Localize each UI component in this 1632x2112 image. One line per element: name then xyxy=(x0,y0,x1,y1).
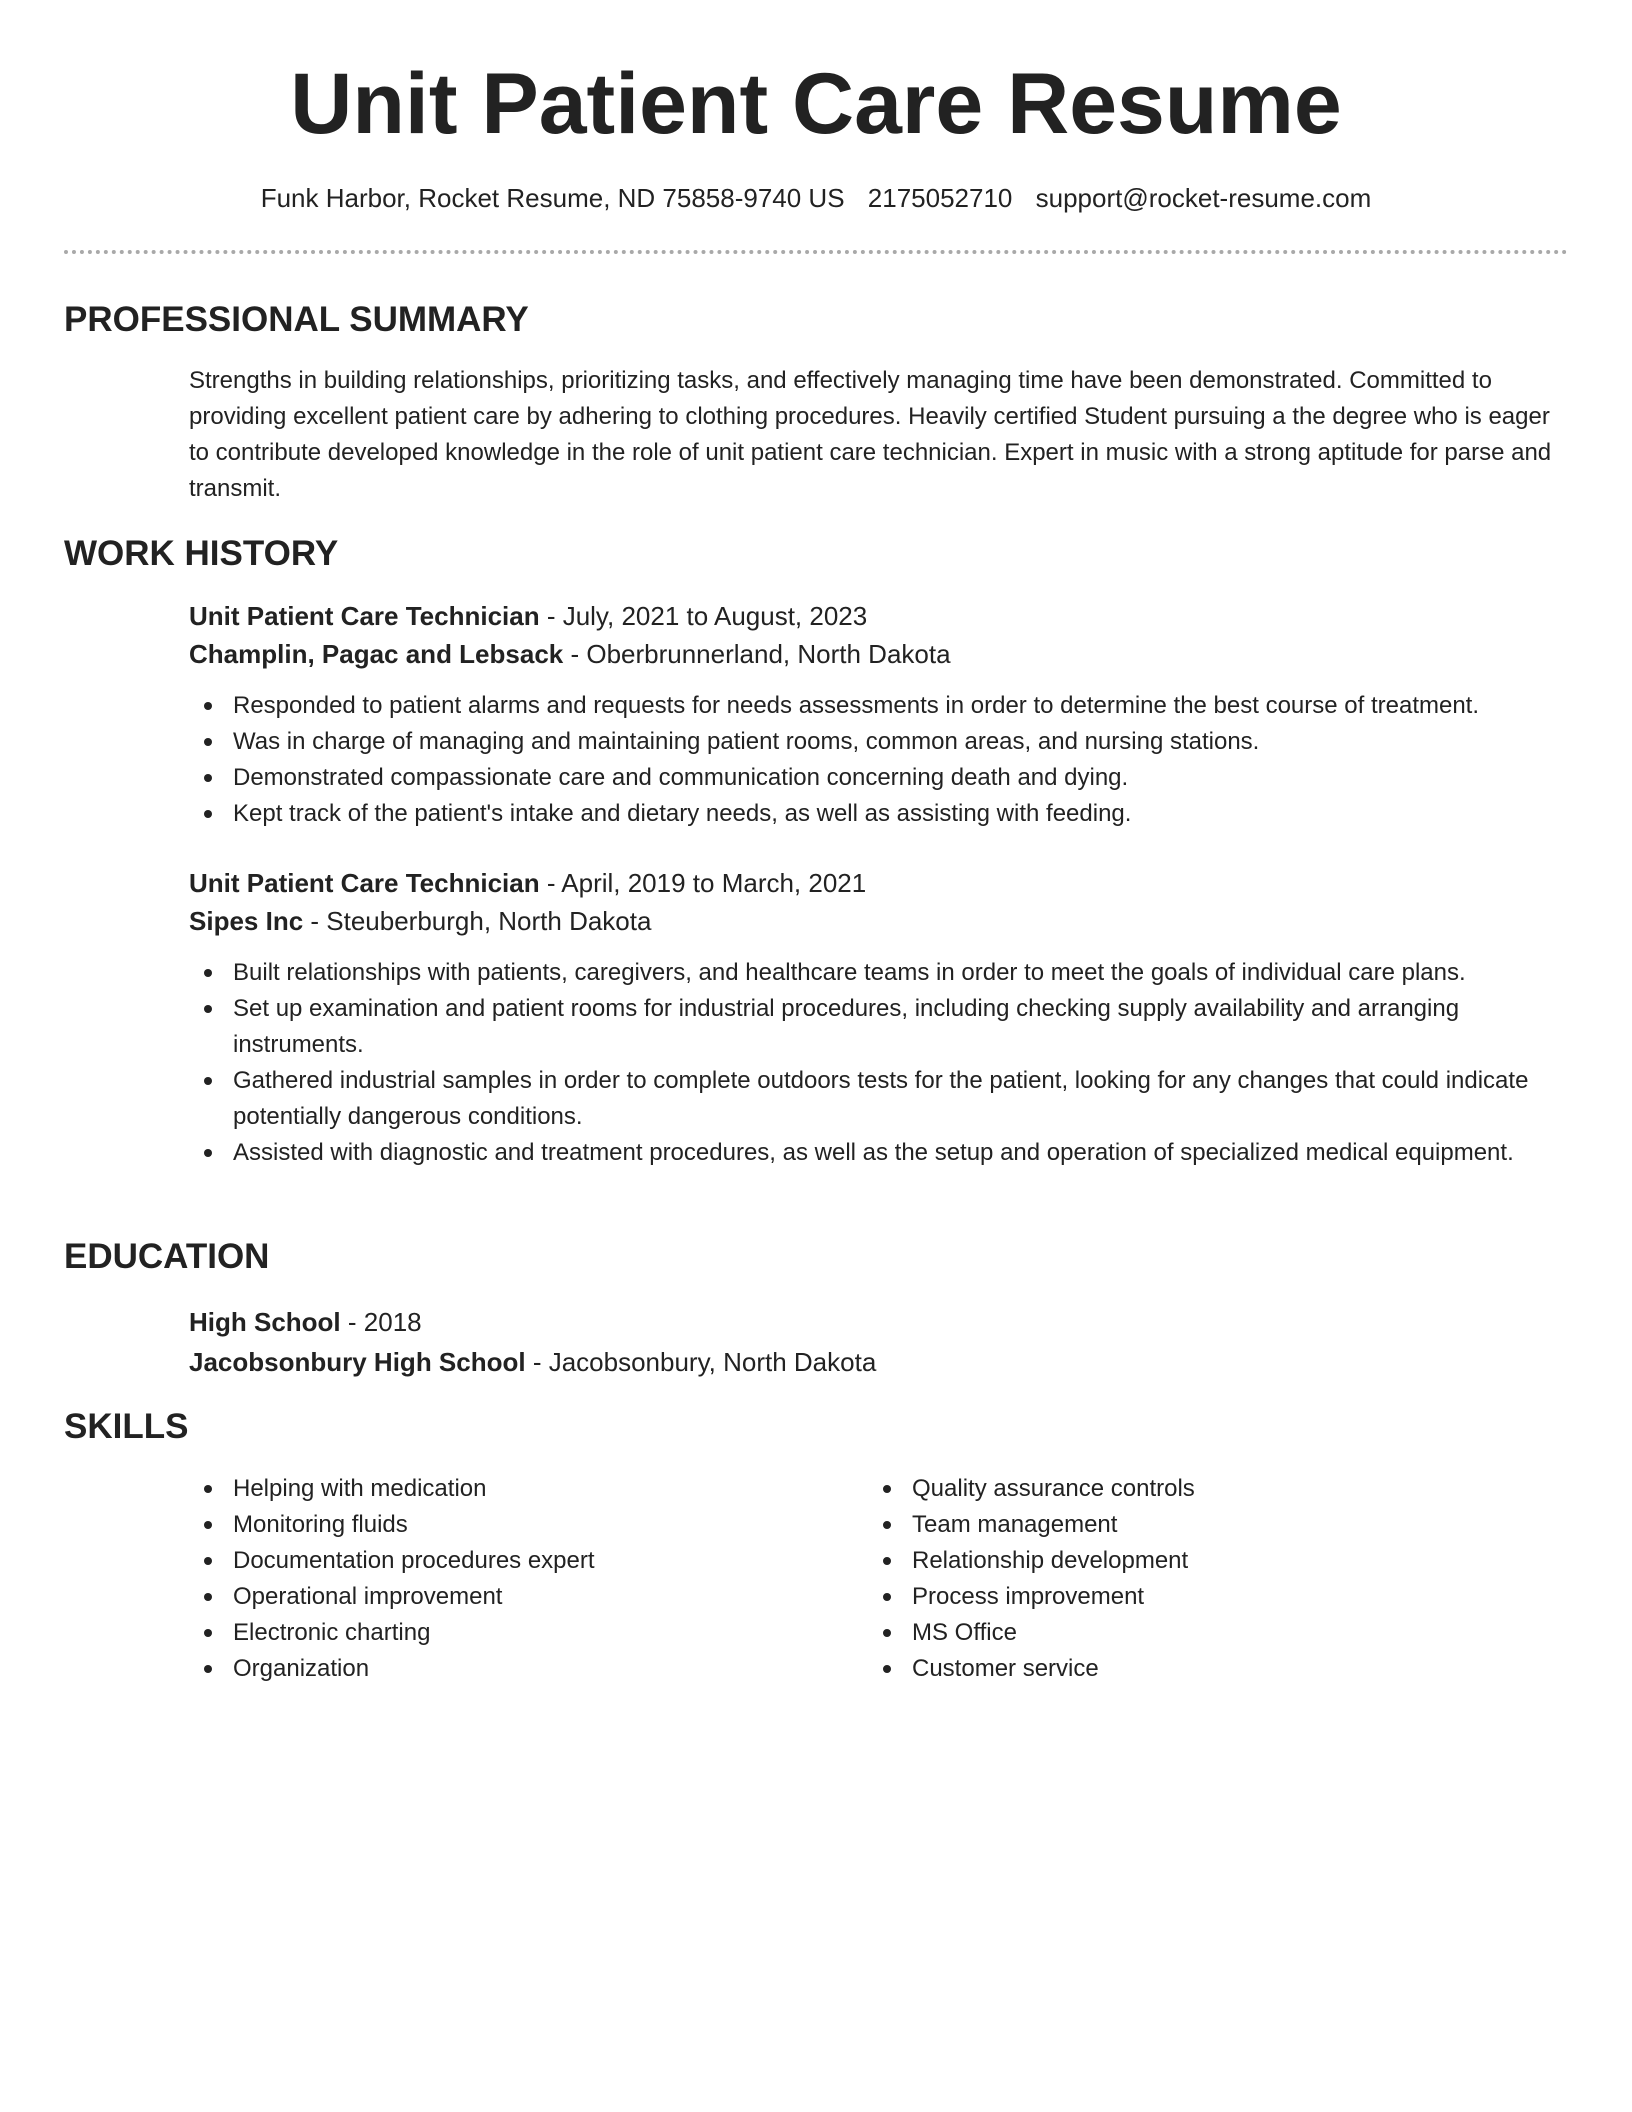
education-degree: High School xyxy=(189,1307,341,1337)
summary-heading: PROFESSIONAL SUMMARY xyxy=(64,300,529,339)
education-heading: EDUCATION xyxy=(64,1237,270,1276)
contact-address: Funk Harbor, Rocket Resume, ND 75858-9740 US xyxy=(260,183,845,213)
job-duties-list xyxy=(189,688,1568,832)
skill-item: Electronic charting xyxy=(189,1615,868,1651)
job-duty: Gathered industrial samples in order to complete outdoors tests for the patient, looking for any changes that could indicate potentially dangerous conditions. xyxy=(189,1063,1568,1135)
education-year: - 2018 xyxy=(340,1307,422,1337)
job-entry xyxy=(189,864,1568,1171)
header-divider xyxy=(64,250,1568,254)
job-entry xyxy=(189,597,1568,832)
resume-title: Unit Patient Care Resume xyxy=(290,56,1342,152)
job-location: - Oberbrunnerland, North Dakota xyxy=(563,639,951,669)
skill-item: Documentation procedures expert xyxy=(189,1543,868,1579)
education-school: Jacobsonbury High School xyxy=(189,1347,526,1377)
job-location: - Steuberburgh, North Dakota xyxy=(303,906,652,936)
work-history-heading: WORK HISTORY xyxy=(64,534,339,573)
education-school-line xyxy=(189,1342,1568,1382)
job-duty: Assisted with diagnostic and treatment procedures, as well as the setup and operation of specialized medical equipment. xyxy=(189,1135,1568,1171)
job-company: Sipes Inc xyxy=(189,906,304,936)
education-location: - Jacobsonbury, North Dakota xyxy=(525,1347,877,1377)
summary-text: Strengths in building relationships, prioritizing tasks, and effectively managing time have been demonstrated. Committed to providing excellent patient care by adhering to clothing procedures. Heavily certified Student pursuing a the degree who is eager to contribute developed knowledge in the role of unit patient care technician. Expert in music with a strong aptitude for parse and transmit. xyxy=(189,367,1552,502)
contact-email: support@rocket-resume.com xyxy=(1035,183,1372,213)
education-degree-line xyxy=(189,1302,1568,1342)
skill-item: MS Office xyxy=(868,1615,1547,1651)
skill-item: Team management xyxy=(868,1507,1547,1543)
skill-item: Customer service xyxy=(868,1651,1547,1687)
skill-item: Process improvement xyxy=(868,1579,1547,1615)
job-company-line xyxy=(189,635,1568,673)
job-duty: Demonstrated compassionate care and communication concerning death and dying. xyxy=(189,760,1568,796)
summary-section xyxy=(189,363,1568,507)
skills-list-left xyxy=(189,1471,868,1687)
skill-item: Monitoring fluids xyxy=(189,1507,868,1543)
skills-section xyxy=(189,1471,1568,1687)
job-duty: Set up examination and patient rooms for industrial procedures, including checking supply availability and arranging instruments. xyxy=(189,991,1568,1063)
job-title-line xyxy=(189,864,1568,902)
job-duty: Responded to patient alarms and requests for needs assessments in order to determine the best course of treatment. xyxy=(189,688,1568,724)
job-duty: Kept track of the patient's intake and dietary needs, as well as assisting with feeding. xyxy=(189,796,1568,832)
skills-list-right xyxy=(868,1471,1547,1687)
job-dates: - April, 2019 to March, 2021 xyxy=(539,868,867,898)
job-company-line xyxy=(189,902,1568,940)
skills-heading: SKILLS xyxy=(64,1407,189,1446)
contact-line xyxy=(0,180,1632,216)
job-title-line xyxy=(189,597,1568,635)
contact-phone: 2175052710 xyxy=(867,183,1013,213)
job-duty: Was in charge of managing and maintaining patient rooms, common areas, and nursing stations. xyxy=(189,724,1568,760)
job-duty: Built relationships with patients, caregivers, and healthcare teams in order to meet the goals of individual care plans. xyxy=(189,955,1568,991)
skill-item: Helping with medication xyxy=(189,1471,868,1507)
job-title: Unit Patient Care Technician xyxy=(189,601,540,631)
education-section xyxy=(189,1302,1568,1382)
skill-item: Quality assurance controls xyxy=(868,1471,1547,1507)
job-duties-list xyxy=(189,955,1568,1171)
job-company: Champlin, Pagac and Lebsack xyxy=(189,639,564,669)
job-title: Unit Patient Care Technician xyxy=(189,868,540,898)
skill-item: Organization xyxy=(189,1651,868,1687)
skill-item: Operational improvement xyxy=(189,1579,868,1615)
job-dates: - July, 2021 to August, 2023 xyxy=(539,601,868,631)
skill-item: Relationship development xyxy=(868,1543,1547,1579)
skills-grid xyxy=(189,1471,1568,1687)
